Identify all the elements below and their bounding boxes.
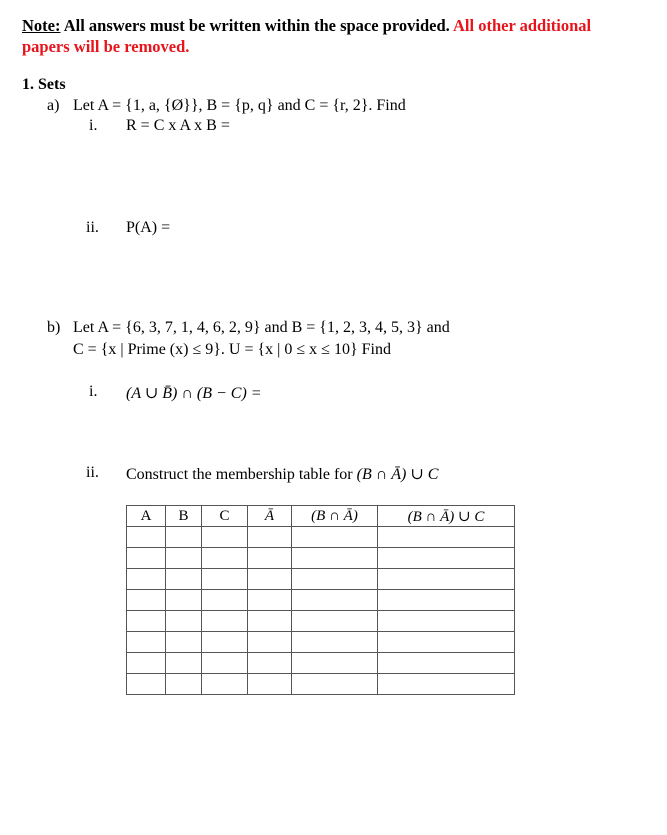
membership-table	[126, 505, 515, 695]
table-cell[interactable]	[292, 674, 378, 695]
table-cell[interactable]	[378, 548, 515, 569]
part-b-i-text: (A ∪ B̄) ∩ (B − C) =	[126, 385, 262, 402]
table-cell[interactable]	[166, 674, 202, 695]
part-b-ii-plain: Construct the membership table for	[126, 466, 357, 483]
table-cell[interactable]	[127, 590, 166, 611]
table-row	[127, 548, 515, 569]
table-cell[interactable]	[127, 569, 166, 590]
header-b: B	[166, 506, 202, 527]
table-cell[interactable]	[166, 548, 202, 569]
table-cell[interactable]	[202, 632, 248, 653]
table-row	[127, 611, 515, 632]
table-cell[interactable]	[127, 653, 166, 674]
part-a-i-label: i.	[89, 117, 98, 134]
part-a-label: a)	[47, 97, 60, 114]
header-result: (B ∩ Ā) ∪ C	[378, 506, 515, 527]
table-cell[interactable]	[166, 653, 202, 674]
table-cell[interactable]	[202, 590, 248, 611]
table-cell[interactable]	[292, 653, 378, 674]
table-cell[interactable]	[378, 653, 515, 674]
part-a-i-text: R = C x A x B =	[126, 117, 230, 134]
part-b-i-label: i.	[89, 383, 98, 400]
table-cell[interactable]	[248, 527, 292, 548]
table-cell[interactable]	[166, 611, 202, 632]
table-cell[interactable]	[202, 548, 248, 569]
table-row	[127, 527, 515, 548]
table-cell[interactable]	[248, 653, 292, 674]
header-c: C	[202, 506, 248, 527]
table-body	[127, 527, 515, 695]
note-line-1	[22, 16, 591, 36]
table-header-row	[127, 506, 515, 527]
table-cell[interactable]	[292, 569, 378, 590]
table-cell[interactable]	[292, 611, 378, 632]
table-cell[interactable]	[127, 611, 166, 632]
table-cell[interactable]	[248, 632, 292, 653]
part-a-ii-text: P(A) =	[126, 219, 171, 236]
table-row	[127, 590, 515, 611]
note-label: Note:	[22, 16, 61, 35]
table-cell[interactable]	[248, 569, 292, 590]
table-cell[interactable]	[202, 674, 248, 695]
part-b-ii-label: ii.	[86, 464, 99, 481]
header-a-complement: Ā	[248, 506, 292, 527]
part-a-text: Let A = {1, a, {Ø}}, B = {p, q} and C = {r, 2}. Find	[73, 97, 406, 114]
table-cell[interactable]	[292, 590, 378, 611]
table-cell[interactable]	[378, 674, 515, 695]
table-cell[interactable]	[127, 527, 166, 548]
part-a-ii-label: ii.	[86, 219, 99, 236]
table-cell[interactable]	[202, 569, 248, 590]
table-cell[interactable]	[166, 527, 202, 548]
table-cell[interactable]	[292, 527, 378, 548]
note-red-text-2: papers will be removed.	[22, 37, 190, 56]
table-row	[127, 653, 515, 674]
table-cell[interactable]	[378, 569, 515, 590]
table-cell[interactable]	[248, 590, 292, 611]
header-b-intersect-a-complement: (B ∩ Ā)	[292, 506, 378, 527]
header-a: A	[127, 506, 166, 527]
table-cell[interactable]	[166, 590, 202, 611]
table-row	[127, 569, 515, 590]
part-b-label: b)	[47, 319, 61, 336]
table-cell[interactable]	[248, 674, 292, 695]
part-b-ii-math: (B ∩ Ā) ∪ C	[356, 466, 439, 483]
table-cell[interactable]	[292, 548, 378, 569]
note-red-text-1: All other additional	[449, 16, 592, 35]
table-cell[interactable]	[378, 611, 515, 632]
table-cell[interactable]	[378, 590, 515, 611]
table-cell[interactable]	[378, 527, 515, 548]
table-cell[interactable]	[127, 674, 166, 695]
table-cell[interactable]	[202, 611, 248, 632]
table-cell[interactable]	[166, 569, 202, 590]
part-b-text-line2: C = {x | Prime (x) ≤ 9}. U = {x | 0 ≤ x ≤ 10} Find	[73, 341, 391, 358]
table-cell[interactable]	[202, 527, 248, 548]
table-cell[interactable]	[202, 653, 248, 674]
part-b-ii-text	[126, 464, 438, 484]
table-cell[interactable]	[166, 632, 202, 653]
note-black-text: All answers must be written within the space provided.	[60, 16, 450, 35]
table-cell[interactable]	[378, 632, 515, 653]
table-row	[127, 674, 515, 695]
table-cell[interactable]	[292, 632, 378, 653]
table-row	[127, 632, 515, 653]
question-1-heading: 1. Sets	[22, 76, 66, 93]
table-cell[interactable]	[248, 611, 292, 632]
part-b-text-line1: Let A = {6, 3, 7, 1, 4, 6, 2, 9} and B = {1, 2, 3, 4, 5, 3} and	[73, 319, 450, 336]
table-cell[interactable]	[127, 632, 166, 653]
table-cell[interactable]	[127, 548, 166, 569]
table-cell[interactable]	[248, 548, 292, 569]
